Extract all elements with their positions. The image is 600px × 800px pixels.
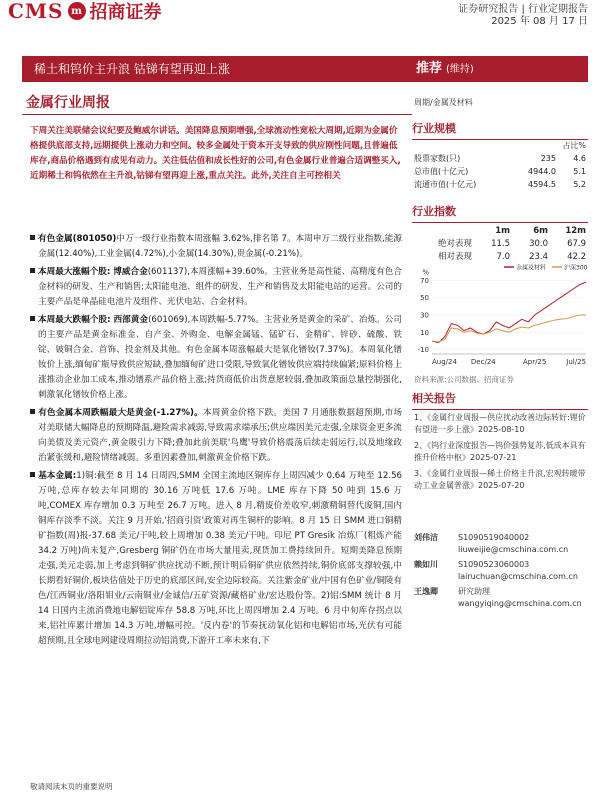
summary-text: 下周关注美联储会议纪要及鲍威尔讲话。美国降息预期增强,全球流动性宽松大周期,近期为金属价格提供底部支持,远期提供上涨动力和空间。较多金属处于资本开支导致的供应刚性问题,且普遍低库存,商品价格遇到有成见有动力。关注低估值和成长性好的公司,有色金属行业普遍合适调整买入,近期稀土和钨依然在主升浪,钴锑有望再迎上涨,重点关注。此外,关注自主可控相关 xyxy=(30,126,401,181)
bullet-square-icon xyxy=(30,235,35,240)
analyst-id: S1090523060003 xyxy=(458,560,530,569)
related-report[interactable]: 2、《钨行业深度报告—钨价强势复苏,低成本具有推升价格中枢》2025-07-21 xyxy=(414,441,586,462)
analyst-email[interactable]: lairuchuan@cmschina.com.cn xyxy=(458,572,578,581)
report-date: 2025 年 08 月 17 日 xyxy=(491,16,588,27)
x-tick-label: Aug/24 xyxy=(432,358,457,366)
related-title: 相关报告 xyxy=(412,390,588,410)
bullet-text: 中万一级行业指数本周涨幅 3.62%,排名第 7。本周申万二级行业指数,能源金属(12.40%),工业金属(4.72%),小金属(14.30%),贵金属(-0.21%)。 xyxy=(38,234,403,259)
related-report[interactable]: 3、《金属行业周报—稀土价格主升浪,宏观转暖带动工业金属普涨》2025-07-20 xyxy=(414,469,586,490)
divider xyxy=(22,114,412,115)
x-tick-label: Dec/24 xyxy=(470,358,496,366)
bullet-text: (601069),本周跌幅-5.77%。主营业务是黄金的采矿、冶炼。公司的主要产品是黄金标准金、自产金、外购金、电解金属锰、锰矿石、金精矿、锌砂、硫酸、铁锭、铍铜合金、首饰、投金剂及其他。有色金属本周涨幅最大是氧化镨钕(7.37%)。本周氧化镨钕价上涨,缅甸矿瓶导致供应短缺,叠加缅甸矿进口受限,导致氧化镨钕供应端持续偏紧;原料价格上涨推动企业加工成本,推动镨系产品价格上涨;持货商低价出货意愿较弱,叠加政策面总量控制强化,刺激氧化镨钕价格上涨。 xyxy=(38,315,402,400)
series-line xyxy=(432,282,586,343)
bullet-item xyxy=(30,313,402,403)
y-tick-label: 30 xyxy=(420,311,429,320)
bullet-bold: 有色金属(801050) xyxy=(38,234,117,244)
y-tick-label: -10 xyxy=(417,346,429,355)
bullet-bold: 本周最大涨幅个股: 博威合金 xyxy=(38,267,148,277)
y-tick-label: 70 xyxy=(420,276,429,285)
bullet-bold: 有色金属本周跌幅最大是黄金(-1.27%)。 xyxy=(38,408,203,418)
x-tick-label: Apr/25 xyxy=(522,358,547,366)
analyst-entry xyxy=(414,532,586,556)
index-header-row: 1m 6m 12m xyxy=(495,226,586,236)
rating: 推荐 xyxy=(416,61,443,76)
category-label: 周期/金属及材料 xyxy=(414,98,473,107)
index-row: 相对表现 7.0 23.4 42.2 xyxy=(437,252,586,262)
logo-badge-icon: m xyxy=(68,2,86,20)
legend-label: 金属及材料 xyxy=(516,264,547,272)
scale-row: 股票家数(只) 235 4.6 xyxy=(414,154,586,163)
analyst-id: S1090519040002 xyxy=(458,533,530,542)
related-report[interactable]: 1、《金属行业周报—供应扰动改善边际转好:锂价有望进一步上涨》2025-08-10 xyxy=(414,413,586,434)
report-type: 证券研究报告 | 行业定期报告 xyxy=(458,4,588,15)
bullet-text: 本周黄金价格下跌。美国 7 月通胀数据超预期,市场对美联储大幅降息的预期降温,避险需求减弱,导致需求端承压;供应端因美元走强,全球资金更多流向美债及美元资产,黄金吸引力下降;叠加此前美联'鸟鹰'导致价格震荡后续走弱运行,以及地缘政治紧张缓和,避险情绪减弱。多重因素叠加,刺激黄金价格下跌。 xyxy=(38,408,402,463)
y-tick-label: 50 xyxy=(420,294,429,303)
cms-logo xyxy=(8,0,162,22)
bullet-bold: 本周最大跌幅个股: 西部黄金 xyxy=(38,315,149,325)
chart-source: 资料来源:公司数据、招商证券 xyxy=(414,375,515,384)
index-title: 行业指数 xyxy=(412,203,588,223)
bullet-item xyxy=(30,265,402,310)
y-tick-label: % xyxy=(422,268,429,277)
footer-note: 敬请阅读末页的重要说明 xyxy=(30,782,113,791)
scale-table xyxy=(414,140,586,191)
bullet-square-icon xyxy=(30,268,35,273)
bullet-square-icon xyxy=(30,472,35,477)
related-list xyxy=(414,412,586,496)
bullet-text: (601137),本周涨幅+39.60%。主营业务是高性能、高精度有色合金材料的研发、生产和销售;太阳能电池、组件的研发、生产和销售及太阳能电站的运营。公司的主要产品是单晶硅电池片及组件、光伏电站、合金材料。 xyxy=(38,267,402,307)
scale-row: 总市值(十亿元) 4944.0 5.1 xyxy=(414,167,586,176)
bullet-item xyxy=(30,469,402,649)
bullet-item xyxy=(30,406,402,466)
analyst-entry xyxy=(414,586,586,610)
analyst-name: 赖如川 xyxy=(414,560,438,569)
index-chart xyxy=(408,262,592,370)
report-title: 稀土和钨价主升浪 钴锑有望再迎上涨 xyxy=(22,56,412,82)
scale-title: 行业规模 xyxy=(412,120,588,140)
analyst-email[interactable]: wangyiqing@cmschina.com.cn xyxy=(458,599,582,608)
analyst-name: 刘伟洁 xyxy=(414,533,438,542)
logo-cms: CMS xyxy=(8,0,64,23)
analyst-list xyxy=(414,532,586,613)
analyst-id: 研究助理 xyxy=(458,587,490,596)
analyst-entry xyxy=(414,559,586,583)
scale-row: 流通市值(十亿元) 4594.5 5.2 xyxy=(414,180,586,189)
index-row: 绝对表现 11.5 30.0 67.9 xyxy=(437,239,586,249)
rating-note: (维持) xyxy=(446,64,474,75)
bullet-item xyxy=(30,232,402,262)
analyst-email[interactable]: liuweijie@cmschina.com.cn xyxy=(458,545,569,554)
bullet-list xyxy=(30,232,402,652)
bullet-text: 1)铜:截至 8 月 14 日周四,SMM 全国主流地区铜库存上周四减少 0.64 万吨至 12.56 万吨,总库存较去年同期的 30.16 万吨低 17.6 万吨。LME 库存下降 50 吨到 15.6 万吨,COMEX 库存增加 0.3 万吨至 26.7 万吨。进入 8 月,精废价差收窄,刺激精铜替代废铜,国内铜库存淡季不淡。关注 9 月开始,'招商引资'政策对再生铜杆的影响。8 月 15 日 SMM 进口铜精矿指数(周)报-37.68 美元/干吨,较上周增加 0.38 美元/干吨。印尼 PT Gresik 冶炼厂(粗炼产能 34.2 万吨)尚未复产,Gresberg 铜矿仍在市场大量甩卖,现货加工费持续回升。短期美降息预期走强,美元走弱,加上考虑到铜矿供应扰动不断,预计明后铜矿供应依然持续,铜价底部支撑较强,中长期看好铜价,板块估值处于历史的底部区间,安全边际较高。关注紫金矿业/中国有色矿业/铜陵有色/江西铜业/洛阳钼业/云南铜业/金诚信/五矿资源/藏格矿业/宏达股份等。2)铝:SMM 统计 8 月 14 日国内主流消费地电解铝锭库存 58.8 万吨,环比上周四增加 2.4 万吨。6 月中旬库存拐点以来,铝社库累计增加 14.3 万吨,增幅可控。'反内卷'的节奏抚动氧化铝和电解铝市场,光伏有可能超预期,且全球电网建设周期拉动铝消费,下游开工率未来有,下 xyxy=(38,471,403,646)
bullet-square-icon xyxy=(30,316,35,321)
bullet-square-icon xyxy=(30,409,35,414)
rating-box xyxy=(410,56,588,82)
legend-label: 沪深300 xyxy=(564,264,588,272)
index-table xyxy=(414,225,586,264)
bullet-bold: 基本金属: xyxy=(38,471,77,481)
top-bar xyxy=(0,0,600,30)
scale-unit: 占比% xyxy=(562,141,586,150)
section-title: 金属行业周报 xyxy=(26,95,110,111)
analyst-name: 王逸卿 xyxy=(414,587,438,596)
y-tick-label: 10 xyxy=(420,328,429,337)
logo-cn: 招商证券 xyxy=(89,2,162,23)
x-tick-label: Jul/25 xyxy=(566,358,586,366)
